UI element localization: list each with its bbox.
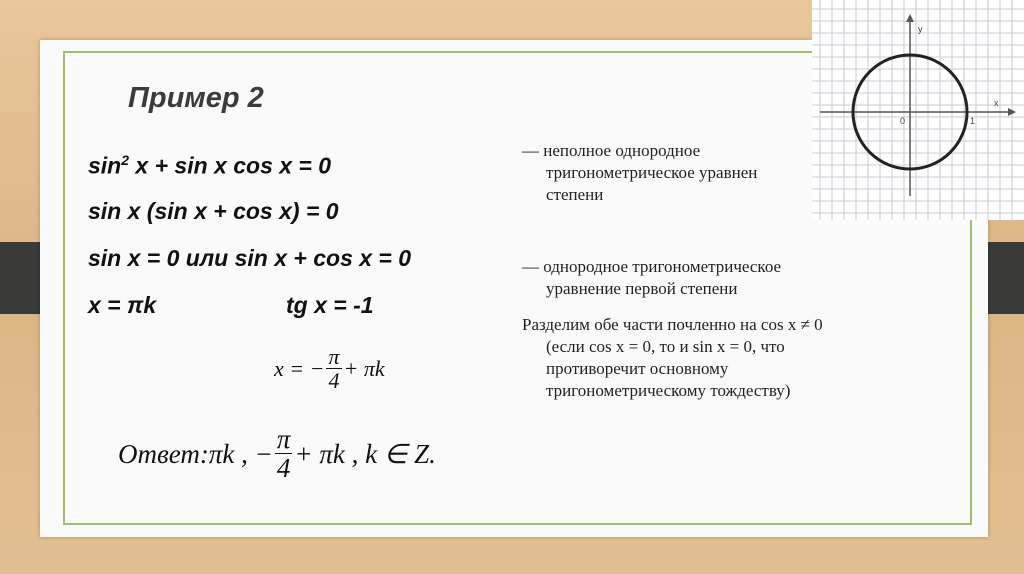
answer-denominator: 4 xyxy=(276,453,291,484)
answer-fraction xyxy=(275,425,293,484)
equation-line-3: sin x = 0 или sin x + cos x = 0 xyxy=(88,245,412,271)
answer-part1: πk , − xyxy=(208,439,273,470)
formula1-lhs: x = − xyxy=(274,356,325,382)
formula1-rhs: + πk xyxy=(343,356,385,382)
equation-line-4-right: tg x = -1 xyxy=(286,292,374,318)
slide-title: Пример 2 xyxy=(128,82,264,114)
note-divide-by-cos xyxy=(522,314,823,402)
answer-formula xyxy=(118,425,436,484)
unit-circle-graph xyxy=(812,0,1024,220)
note-homogeneous-first-degree xyxy=(522,256,781,300)
eq1-rest: x + sin x cos x = 0 xyxy=(129,152,332,179)
y-axis-arrow xyxy=(906,14,914,22)
eq1-superscript: 2 xyxy=(121,152,130,168)
unit-circle-svg xyxy=(812,0,1024,220)
graph-one-label: 1 xyxy=(970,116,976,126)
note3-line2: (если cos x = 0, то и sin x = 0, что xyxy=(546,337,785,356)
formula1-numerator: π xyxy=(328,344,340,369)
note3-line3: противоречит основному xyxy=(546,359,729,378)
graph-origin-label: 0 xyxy=(900,116,906,126)
answer-part2: + πk , k ∈ Z. xyxy=(294,439,436,470)
answer-label: Ответ: xyxy=(118,439,209,470)
equation-line-4-left: x = πk xyxy=(88,292,157,318)
graph-x-label: x xyxy=(994,98,999,108)
equation-line-2: sin x (sin x + cos x) = 0 xyxy=(88,198,339,224)
note3-line1: Разделим обе части почленно на cos x ≠ 0 xyxy=(522,315,823,334)
note1-line2: тригонометрическое уравнен xyxy=(546,163,758,182)
note1-line1: — неполное однородное xyxy=(522,141,701,160)
formula1-denominator: 4 xyxy=(328,368,340,394)
formula1-fraction xyxy=(326,345,341,393)
note3-line4: тригонометрическому тождеству) xyxy=(546,381,791,400)
equation-line-1 xyxy=(88,152,331,180)
note2-line1: — однородное тригонометрическое xyxy=(522,257,782,276)
note-incomplete-homogeneous xyxy=(522,140,757,206)
answer-numerator: π xyxy=(276,424,291,454)
graph-y-label: y xyxy=(918,24,923,34)
note1-line3: степени xyxy=(546,185,604,204)
note2-line2: уравнение первой степени xyxy=(546,279,738,298)
formula-x-equals xyxy=(274,345,385,393)
eq1-sin: sin xyxy=(88,152,122,179)
